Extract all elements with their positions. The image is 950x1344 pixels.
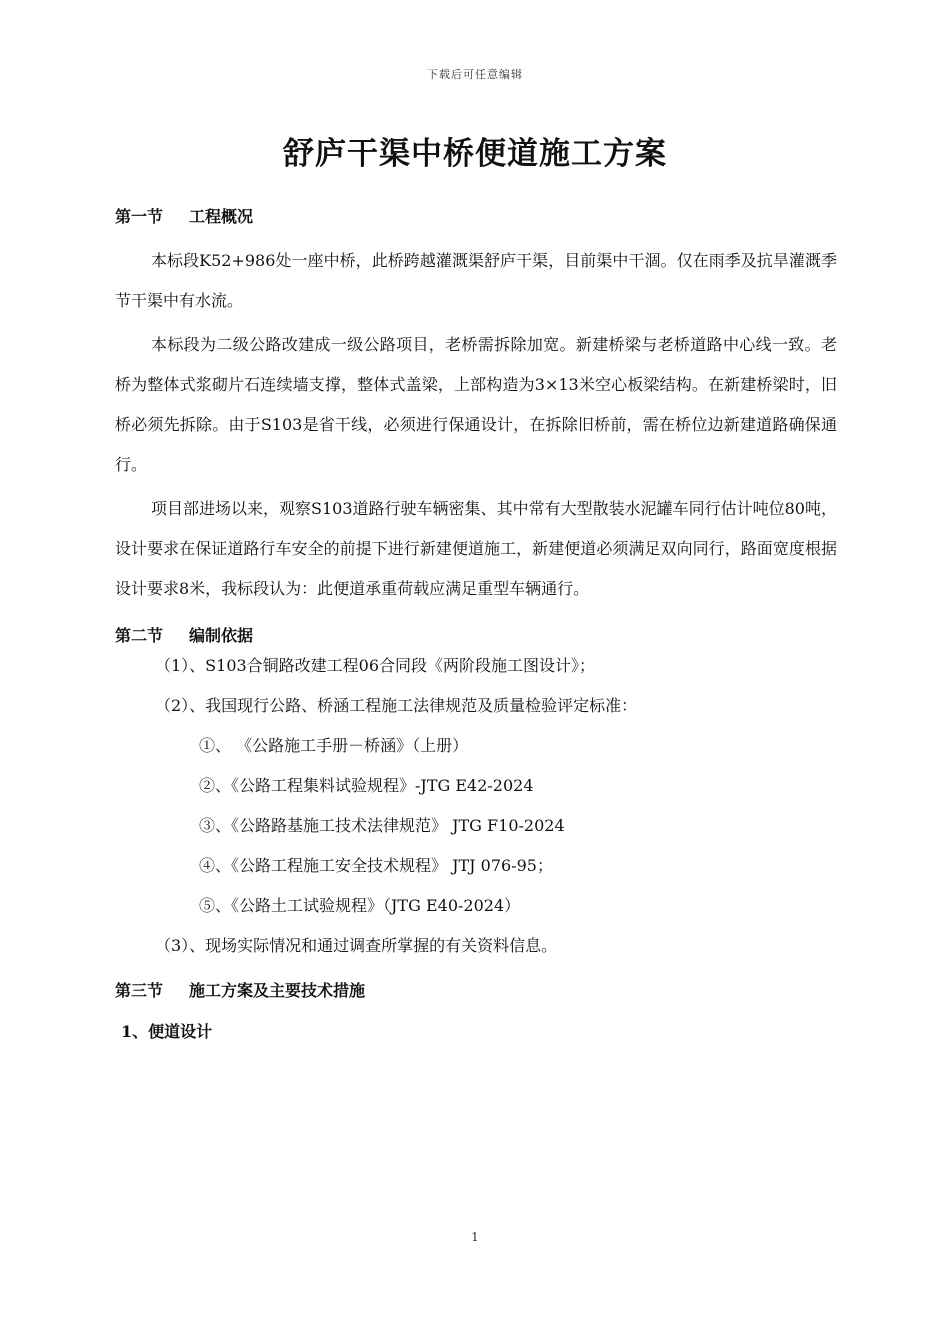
section-heading-1 <box>115 204 837 227</box>
section-title: 工程概况 <box>189 207 254 226</box>
page-header: 下载后可任意编辑 <box>427 68 523 81</box>
list-item: ①、 《公路施工手册－桥涵》（上册） <box>199 736 469 755</box>
section-number: 第二节 <box>115 626 164 645</box>
section-heading-2 <box>115 623 837 646</box>
list-item: ②、《公路工程集料试验规程》-JTG E42-2024 <box>199 776 534 795</box>
paragraph: 项目部进场以来，观察S103道路行驶车辆密集、其中常有大型散装水泥罐车同行估计吨位80吨，设计要求在保证道路行车安全的前提下进行新建便道施工，新建便道必须满足双向同行，路面宽度根据设计要求8米，我标段认为：此便道承重荷载应满足重型车辆通行。 <box>115 499 837 598</box>
paragraph: 本标段K52+986处一座中桥，此桥跨越灌溉渠舒庐干渠，目前渠中干涸。仅在雨季及抗旱灌溉季节干渠中有水流。 <box>115 251 837 310</box>
section-number: 第三节 <box>115 981 164 1000</box>
list-item: （2）、我国现行公路、桥涵工程施工法律规范及质量检验评定标准： <box>155 696 638 715</box>
list-item: ⑤、《公路土工试验规程》（JTG E40-2024） <box>199 896 521 915</box>
list-item: （1）、S103合铜路改建工程06合同段《两阶段施工图设计》； <box>155 656 596 675</box>
document-body <box>115 200 837 1042</box>
page-number: 1 <box>471 1230 479 1244</box>
list-item: ④、《公路工程施工安全技术规程》 JTJ 076-95； <box>199 856 553 875</box>
section-title: 施工方案及主要技术措施 <box>189 981 366 1000</box>
paragraph: 本标段为二级公路改建成一级公路项目，老桥需拆除加宽。新建桥梁与老桥道路中心线一致。老桥为整体式浆砌片石连续墙支撑，整体式盖梁，上部构造为3×13米空心板梁结构。在新建桥梁时，旧桥必须先拆除。由于S103是省干线，必须进行保通设计，在拆除旧桥前，需在桥位边新建道路确保通行。 <box>115 335 837 474</box>
list-item: ③、《公路路基施工技术法律规范》 JTG F10-2024 <box>199 816 565 835</box>
section-heading-3 <box>115 978 837 1001</box>
document-title: 舒庐干渠中桥便道施工方案 <box>283 136 667 172</box>
subsection-heading: 1、便道设计 <box>121 1022 213 1041</box>
list-item: （3）、现场实际情况和通过调查所掌握的有关资料信息。 <box>155 936 558 955</box>
section-title: 编制依据 <box>189 626 254 645</box>
section-number: 第一节 <box>115 207 164 226</box>
